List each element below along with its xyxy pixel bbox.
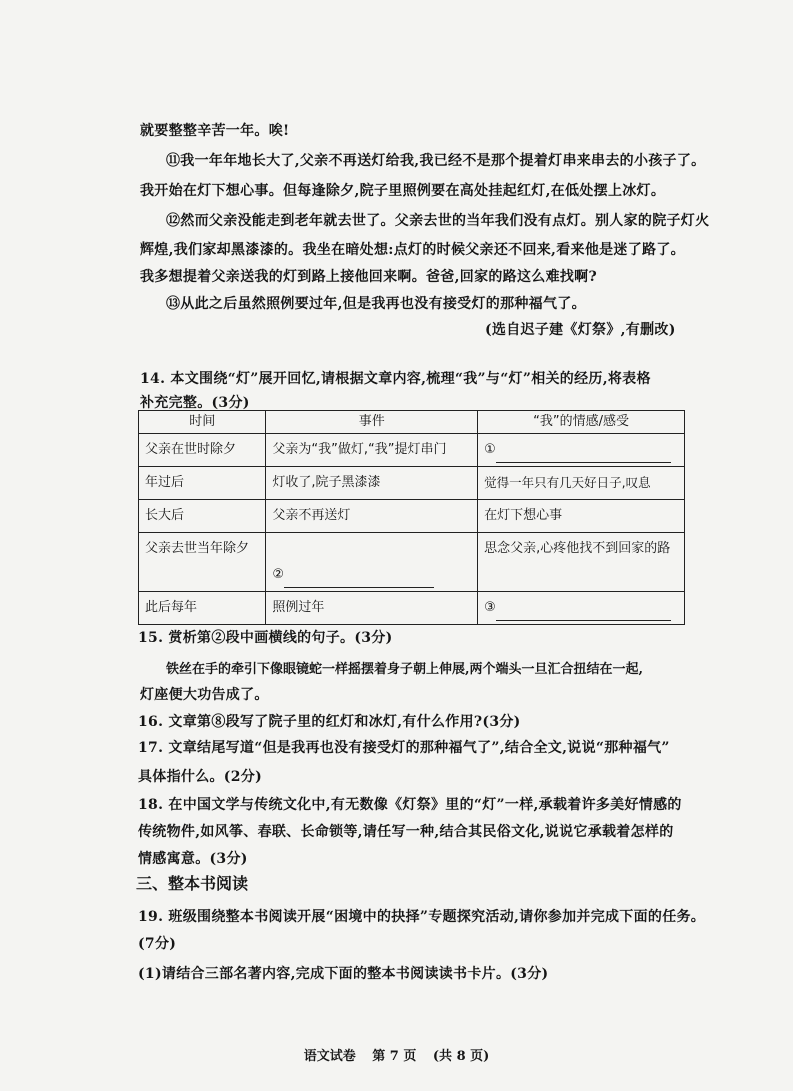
blank-marker-3: ③ [484,600,496,615]
question-19-line2: (7分) [138,936,177,952]
table-cell-time: 此后每年 [139,592,266,625]
question-17-line1: 17. 文章结尾写道“但是我再也没有接受灯的那种福气了”,结合全文,说说“那种福气” [138,740,670,756]
table-header-time: 时间 [139,411,266,434]
paragraph-12-line2: 辉煌,我们家却黑漆漆的。我坐在暗处想:点灯的时候父亲还不回来,看来他是迷了路了。 [140,242,685,258]
table-cell-time: 父亲去世当年除夕 [139,533,266,592]
question-19-line1: 19. 班级围绕整本书阅读开展“困境中的抉择”专题探究活动,请你参加并完成下面的任务。 [138,909,706,925]
paragraph-11-line2: 我开始在灯下想心事。但每逢除夕,院子里照例要在高处挂起红灯,在低处摆上冰灯。 [140,183,666,199]
answer-blank-1[interactable] [496,446,671,463]
answer-blank-2[interactable] [284,571,434,588]
table-header-event: 事件 [266,411,478,434]
table-cell-event [266,533,478,592]
question-15-line1: 15. 赏析第②段中画横线的句子。(3分) [138,630,393,646]
table-header-feeling: “我”的情感/感受 [478,411,685,434]
table-cell-time: 长大后 [139,500,266,533]
table-cell-feeling: 在灯下想心事 [478,500,685,533]
table-cell-event: 父亲为“我”做灯,“我”提灯串门 [266,434,478,467]
question-19-sub1: (1)请结合三部名著内容,完成下面的整本书阅读读书卡片。(3分) [138,966,549,982]
table-row [139,533,685,592]
footer-subject: 语文试卷 [303,1049,356,1064]
table-cell-event: 灯收了,院子黑漆漆 [266,467,478,500]
table-cell-event: 父亲不再送灯 [266,500,478,533]
blank-marker-1: ① [484,442,496,457]
paragraph-13-line1: ⑬从此之后虽然照例要过年,但是我再也没有接受灯的那种福气了。 [166,296,586,312]
footer-page: 第 7 页 [372,1049,417,1064]
question-18-line3: 情感寓意。(3分) [138,851,248,867]
blank-marker-2: ② [272,567,285,582]
page-footer [0,1045,793,1064]
table-cell-time: 父亲在世时除夕 [139,434,266,467]
question-14-line1: 14. 本文围绕“灯”展开回忆,请根据文章内容,梳理“我”与“灯”相关的经历,将表格 [140,371,651,387]
question-16-line1: 16. 文章第⑧段写了院子里的红灯和冰灯,有什么作用?(3分) [138,714,521,730]
question-14-line2: 补充完整。(3分) [140,395,250,411]
table-row [139,434,685,467]
passage-line: 就要整整辛苦一年。唉! [140,123,290,139]
question-18-line2: 传统物件,如风筝、春联、长命锁等,请任写一种,结合其民俗文化,说说它承载着怎样的 [138,824,674,840]
table-cell-event: 照例过年 [266,592,478,625]
paragraph-12-line3: 我多想提着父亲送我的灯到路上接他回来啊。爸爸,回家的路这么难找啊? [140,269,597,285]
table-cell-feeling: 思念父亲,心疼他找不到回家的路 [478,533,685,592]
paragraph-11-line1: ⑪我一年年地长大了,父亲不再送灯给我,我已经不是那个提着灯串来串去的小孩子了。 [166,153,706,169]
table-row [139,467,685,500]
footer-total: (共 8 页) [432,1049,490,1064]
table-cell-feeling [478,434,685,467]
answer-blank-3[interactable] [496,604,671,621]
table-cell-time: 年过后 [139,467,266,500]
table-header-row [139,411,685,434]
experience-table [138,410,685,625]
table-cell-feeling: 觉得一年只有几天好日子,叹息 [478,467,685,500]
table-row [139,500,685,533]
question-17-line2: 具体指什么。(2分) [138,769,262,785]
table-row [139,592,685,625]
section-3-title: 三、整本书阅读 [136,874,249,893]
question-18-line1: 18. 在中国文学与传统文化中,有无数像《灯祭》里的“灯”一样,承载着许多美好情感的 [138,797,682,813]
question-15-quote1: 铁丝在手的牵引下像眼镜蛇一样摇摆着身子朝上伸展,两个端头一旦汇合扭结在一起, [166,662,644,677]
table-cell-feeling [478,592,685,625]
question-15-quote2: 灯座便大功告成了。 [140,687,269,703]
paragraph-12-line1: ⑫然而父亲没能走到老年就去世了。父亲去世的当年我们没有点灯。别人家的院子灯火 [166,213,710,229]
passage-source: (选自迟子建《灯祭》,有删改) [485,322,676,338]
